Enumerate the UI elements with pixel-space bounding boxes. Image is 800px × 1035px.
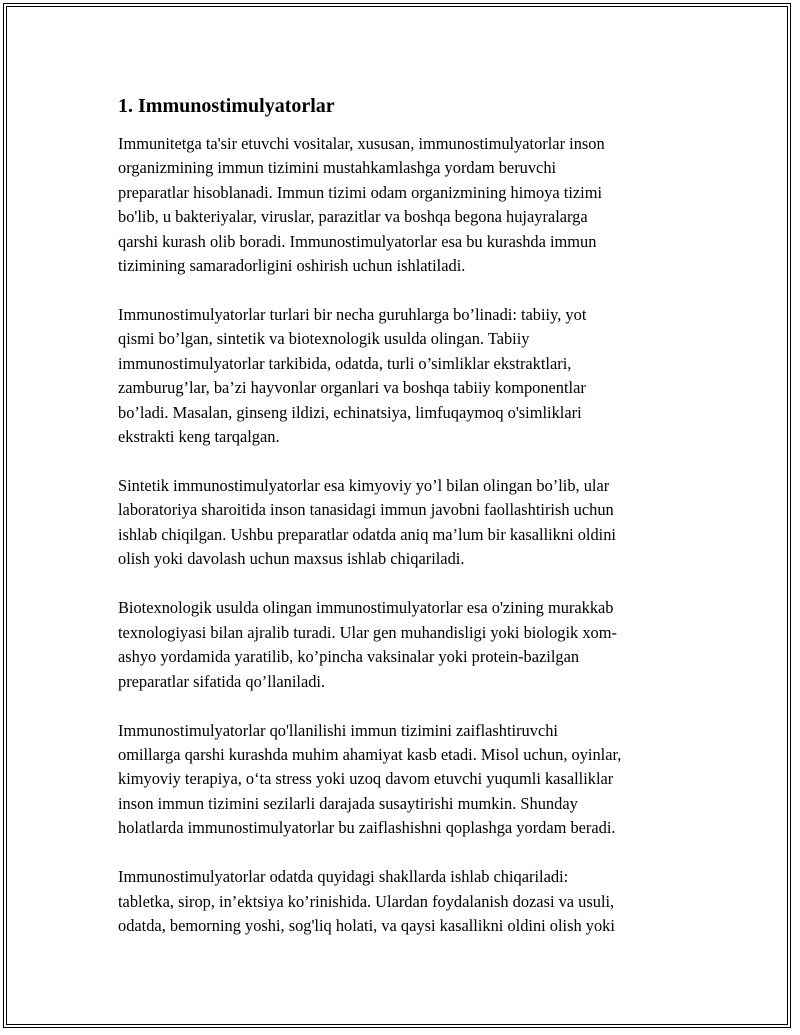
paragraph-line: olish yoki davolash uchun maxsus ishlab chiqariladi. <box>118 549 465 569</box>
paragraph-line: Immunostimulyatorlar qo'llanilishi immun tizimini zaiflashtiruvchi <box>118 720 558 740</box>
paragraph-2 <box>118 303 688 449</box>
paragraph-line: texnologiyasi bilan ajralib turadi. Ular gen muhandisligi yoki biologik xom- <box>118 622 617 642</box>
paragraph-line: organizmining immun tizimini mustahkamlashga yordam beruvchi <box>118 158 557 178</box>
paragraph-line: preparatlar sifatida qo’llaniladi. <box>118 671 326 691</box>
paragraph-3 <box>118 474 688 572</box>
paragraph-line: laboratoriya sharoitida inson tanasidagi immun javobni faollashtirish uchun <box>118 500 614 520</box>
paragraph-line: tabletka, sirop, in’ektsiya ko’rinishida. Ulardan foydalanish dozasi va usuli, <box>118 891 615 911</box>
paragraph-line: kimyoviy terapiya, o‘ta stress yoki uzoq davom etuvchi yuqumli kasalliklar <box>118 769 614 789</box>
paragraph-line: omillarga qarshi kurashda muhim ahamiyat kasb etadi. Misol uchun, oyinlar, <box>118 744 622 764</box>
paragraph-line: tizimining samaradorligini oshirish uchun ishlatiladi. <box>118 256 466 276</box>
paragraph-line: odatda, bemorning yoshi, sog'liq holati, va qaysi kasallikni oldini olish yoki <box>118 915 615 935</box>
paragraph-line: ekstrakti keng tarqalgan. <box>118 427 280 447</box>
document-body <box>118 93 688 963</box>
paragraph-line: preparatlar hisoblanadi. Immun tizimi odam organizmining himoya tizimi <box>118 182 603 202</box>
paragraph-line: ashyo yordamida yaratilib, ko’pincha vaksinalar yoki protein-bazilgan <box>118 647 580 667</box>
paragraph-line: immunostimulyatorlar tarkibida, odatda, turli o’simliklar ekstraktlari, <box>118 353 572 373</box>
paragraph-line: qismi bo’lgan, sintetik va biotexnologik usulda olingan. Tabiiy <box>118 329 530 349</box>
paragraph-line: bo’ladi. Masalan, ginseng ildizi, echinatsiya, limfuqaymoq o'simliklari <box>118 402 582 422</box>
paragraph-line: bo'lib, u bakteriyalar, viruslar, parazitlar va boshqa begona hujayralarga <box>118 207 588 227</box>
paragraph-5 <box>118 719 688 841</box>
paragraph-line: Immunitetga ta'sir etuvchi vositalar, xususan, immunostimulyatorlar inson <box>118 134 605 153</box>
section-heading: 1. Immunostimulyatorlar <box>118 95 335 117</box>
paragraph-line: holatlarda immunostimulyatorlar bu zaiflashishni qoplashga yordam beradi. <box>118 818 616 838</box>
paragraph-line: qarshi kurash olib boradi. Immunostimulyatorlar esa bu kurashda immun <box>118 231 597 251</box>
paragraph-line: Immunostimulyatorlar turlari bir necha guruhlarga bo’linadi: tabiiy, yot <box>118 305 587 325</box>
paragraph-line: Biotexnologik usulda olingan immunostimulyatorlar esa o'zining murakkab <box>118 598 614 618</box>
paragraph-6 <box>118 865 688 938</box>
paragraph-1 <box>118 132 688 278</box>
paragraph-4 <box>118 596 688 694</box>
paragraph-line: Immunostimulyatorlar odatda quyidagi shakllarda ishlab chiqariladi: <box>118 867 569 887</box>
paragraph-line: inson immun tizimini sezilarli darajada susaytirishi mumkin. Shunday <box>118 793 578 813</box>
paragraph-line: ishlab chiqilgan. Ushbu preparatlar odatda aniq ma’lum bir kasallikni oldini <box>118 524 616 544</box>
paragraph-line: Sintetik immunostimulyatorlar esa kimyoviy yo’l bilan olingan bo’lib, ular <box>118 476 610 496</box>
paragraph-line: zamburug’lar, ba’zi hayvonlar organlari va boshqa tabiiy komponentlar <box>118 378 586 398</box>
